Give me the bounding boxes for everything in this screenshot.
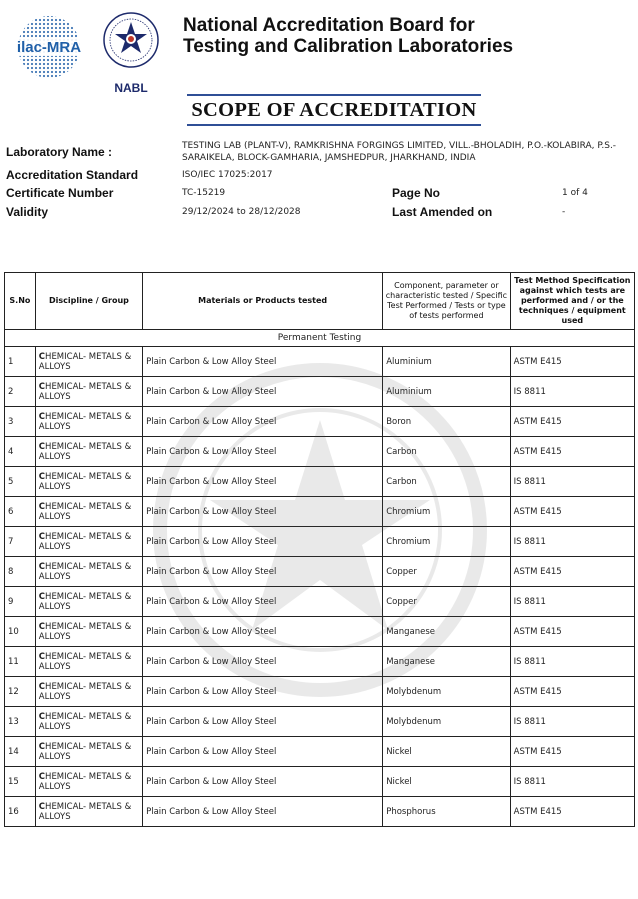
row-discipline: CHEMICAL- METALS & ALLOYS	[35, 587, 142, 617]
row-sno: 12	[5, 677, 36, 707]
header-method: Test Method Specification against which tests are performed and / or the techniques / equipment used	[510, 273, 634, 330]
row-component: Manganese	[383, 647, 510, 677]
scope-title: SCOPE OF ACCREDITATION	[187, 94, 481, 126]
row-discipline: CHEMICAL- METALS & ALLOYS	[35, 437, 142, 467]
row-discipline: CHEMICAL- METALS & ALLOYS	[35, 767, 142, 797]
row-sno: 7	[5, 527, 36, 557]
row-component: Manganese	[383, 617, 510, 647]
row-method: ASTM E415	[510, 437, 634, 467]
nabl-logo-text: NABL	[114, 81, 148, 95]
row-method: IS 8811	[510, 647, 634, 677]
page-value: 1 of 4	[562, 188, 588, 198]
header-materials: Materials or Products tested	[143, 273, 383, 330]
row-discipline: CHEMICAL- METALS & ALLOYS	[35, 377, 142, 407]
row-material: Plain Carbon & Low Alloy Steel	[143, 647, 383, 677]
row-material: Plain Carbon & Low Alloy Steel	[143, 617, 383, 647]
row-sno: 16	[5, 797, 36, 827]
table-body	[5, 330, 635, 827]
row-method: IS 8811	[510, 587, 634, 617]
standard-label: Accreditation Standard	[6, 168, 139, 182]
row-component: Molybdenum	[383, 707, 510, 737]
row-method: ASTM E415	[510, 497, 634, 527]
row-material: Plain Carbon & Low Alloy Steel	[143, 497, 383, 527]
row-discipline: CHEMICAL- METALS & ALLOYS	[35, 677, 142, 707]
row-component: Phosphorus	[383, 797, 510, 827]
row-sno: 10	[5, 617, 36, 647]
lab-name-label: Laboratory Name :	[6, 145, 113, 159]
scope-table	[4, 272, 635, 827]
row-discipline: CHEMICAL- METALS & ALLOYS	[35, 527, 142, 557]
amended-label: Last Amended on	[392, 205, 493, 219]
row-method: ASTM E415	[510, 737, 634, 767]
row-material: Plain Carbon & Low Alloy Steel	[143, 527, 383, 557]
ilac-mra-logo	[10, 14, 88, 80]
header-discipline: Discipline / Group	[35, 273, 142, 330]
row-material: Plain Carbon & Low Alloy Steel	[143, 707, 383, 737]
table-row	[5, 347, 635, 377]
table-row	[5, 767, 635, 797]
row-sno: 6	[5, 497, 36, 527]
row-method: IS 8811	[510, 527, 634, 557]
header-sno: S.No	[5, 273, 36, 330]
header-component: Component, parameter or characteristic tested / Specific Test Performed / Tests or type of tests performed	[383, 273, 510, 330]
row-method: ASTM E415	[510, 347, 634, 377]
lab-name-value: TESTING LAB (PLANT-V), RAMKRISHNA FORGINGS LIMITED, VILL.-BHOLADIH, P.O.-KOLABIRA, P.S.-SARAIKELA, BLOCK-GAMHARIA, JAMSHEDPUR, JHARKHAND, INDIA	[182, 141, 617, 163]
row-discipline: CHEMICAL- METALS & ALLOYS	[35, 707, 142, 737]
row-component: Chromium	[383, 527, 510, 557]
table-row	[5, 797, 635, 827]
row-component: Aluminium	[383, 377, 510, 407]
row-discipline: CHEMICAL- METALS & ALLOYS	[35, 347, 142, 377]
amended-value: -	[562, 207, 566, 217]
row-material: Plain Carbon & Low Alloy Steel	[143, 407, 383, 437]
row-component: Copper	[383, 587, 510, 617]
row-material: Plain Carbon & Low Alloy Steel	[143, 557, 383, 587]
row-method: IS 8811	[510, 707, 634, 737]
table-row	[5, 587, 635, 617]
row-sno: 5	[5, 467, 36, 497]
row-discipline: CHEMICAL- METALS & ALLOYS	[35, 617, 142, 647]
row-method: IS 8811	[510, 377, 634, 407]
row-method: ASTM E415	[510, 677, 634, 707]
row-method: ASTM E415	[510, 557, 634, 587]
row-sno: 4	[5, 437, 36, 467]
validity-label: Validity	[6, 205, 49, 219]
board-title-line1: National Accreditation Board for	[183, 15, 475, 36]
nabl-logo	[101, 8, 161, 96]
row-component: Molybdenum	[383, 677, 510, 707]
row-sno: 2	[5, 377, 36, 407]
row-sno: 11	[5, 647, 36, 677]
row-material: Plain Carbon & Low Alloy Steel	[143, 677, 383, 707]
table-row	[5, 467, 635, 497]
row-component: Aluminium	[383, 347, 510, 377]
table-row	[5, 707, 635, 737]
table-row	[5, 737, 635, 767]
row-discipline: CHEMICAL- METALS & ALLOYS	[35, 407, 142, 437]
table-row	[5, 437, 635, 467]
table-row	[5, 617, 635, 647]
table-row	[5, 377, 635, 407]
row-discipline: CHEMICAL- METALS & ALLOYS	[35, 647, 142, 677]
row-material: Plain Carbon & Low Alloy Steel	[143, 467, 383, 497]
table-row	[5, 677, 635, 707]
section-row	[5, 330, 635, 347]
board-title	[183, 15, 623, 57]
row-component: Boron	[383, 407, 510, 437]
page-header	[0, 0, 638, 121]
table-row	[5, 407, 635, 437]
row-material: Plain Carbon & Low Alloy Steel	[143, 737, 383, 767]
row-component: Nickel	[383, 767, 510, 797]
table-row	[5, 557, 635, 587]
row-material: Plain Carbon & Low Alloy Steel	[143, 377, 383, 407]
row-discipline: CHEMICAL- METALS & ALLOYS	[35, 497, 142, 527]
ilac-logo-text: ilac-MRA	[16, 39, 82, 56]
row-material: Plain Carbon & Low Alloy Steel	[143, 587, 383, 617]
row-component: Carbon	[383, 467, 510, 497]
row-discipline: CHEMICAL- METALS & ALLOYS	[35, 797, 142, 827]
row-method: ASTM E415	[510, 407, 634, 437]
table-row	[5, 527, 635, 557]
row-sno: 13	[5, 707, 36, 737]
standard-value: ISO/IEC 17025:2017	[182, 170, 273, 180]
row-method: ASTM E415	[510, 797, 634, 827]
certificate-label: Certificate Number	[6, 186, 114, 200]
row-discipline: CHEMICAL- METALS & ALLOYS	[35, 467, 142, 497]
row-component: Chromium	[383, 497, 510, 527]
certificate-value: TC-15219	[182, 188, 226, 198]
row-material: Plain Carbon & Low Alloy Steel	[143, 797, 383, 827]
row-sno: 14	[5, 737, 36, 767]
row-component: Nickel	[383, 737, 510, 767]
page-label: Page No	[392, 186, 441, 200]
validity-value: 29/12/2024 to 28/12/2028	[182, 207, 301, 217]
row-sno: 8	[5, 557, 36, 587]
board-title-line2: Testing and Calibration Laboratories	[183, 36, 514, 57]
row-discipline: CHEMICAL- METALS & ALLOYS	[35, 737, 142, 767]
row-component: Carbon	[383, 437, 510, 467]
section-title: Permanent Testing	[5, 330, 635, 347]
row-sno: 15	[5, 767, 36, 797]
row-method: IS 8811	[510, 767, 634, 797]
row-sno: 9	[5, 587, 36, 617]
row-discipline: CHEMICAL- METALS & ALLOYS	[35, 557, 142, 587]
table-row	[5, 647, 635, 677]
row-material: Plain Carbon & Low Alloy Steel	[143, 767, 383, 797]
row-material: Plain Carbon & Low Alloy Steel	[143, 437, 383, 467]
row-sno: 1	[5, 347, 36, 377]
row-material: Plain Carbon & Low Alloy Steel	[143, 347, 383, 377]
table-row	[5, 497, 635, 527]
row-component: Copper	[383, 557, 510, 587]
row-method: IS 8811	[510, 467, 634, 497]
row-method: ASTM E415	[510, 617, 634, 647]
table-header-row	[5, 273, 635, 330]
row-sno: 3	[5, 407, 36, 437]
